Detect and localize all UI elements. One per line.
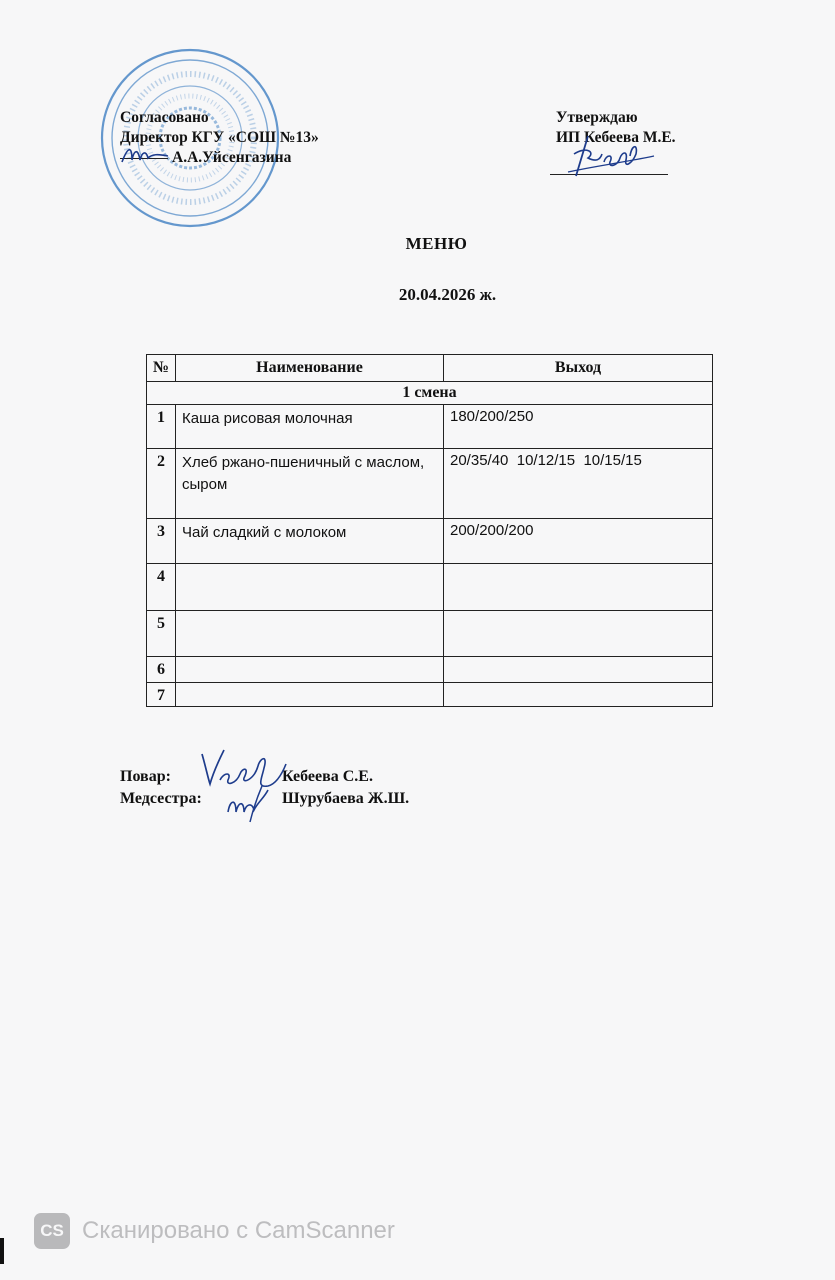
edge-mark <box>0 1238 4 1264</box>
camscanner-watermark <box>34 1213 395 1249</box>
dish-name <box>176 564 444 611</box>
dish-output: 20/35/40 10/12/15 10/15/15 <box>444 449 713 519</box>
table-row <box>147 449 713 519</box>
column-header-name: Наименование <box>176 355 444 382</box>
shift-row <box>147 382 713 405</box>
table-row <box>147 611 713 657</box>
dish-output: 180/200/250 <box>444 405 713 449</box>
row-number: 1 <box>147 405 176 449</box>
table-row <box>147 657 713 683</box>
entrepreneur-signature-icon <box>566 132 656 180</box>
dish-name: Каша рисовая молочная <box>176 405 444 449</box>
dish-name <box>176 611 444 657</box>
table-row <box>147 405 713 449</box>
watermark-text: Сканировано с CamScanner <box>82 1217 395 1244</box>
director-title: Директор КГУ «СОШ №13» <box>120 129 319 146</box>
dish-output <box>444 657 713 683</box>
dish-name <box>176 683 444 707</box>
menu-table <box>146 354 713 707</box>
director-name: А.А.Уйсенгазина <box>172 149 292 166</box>
shift-label: 1 смена <box>147 382 713 405</box>
approve-label: Утверждаю <box>556 109 638 126</box>
row-number: 4 <box>147 564 176 611</box>
table-header-row <box>147 355 713 382</box>
column-header-number: № <box>147 355 176 382</box>
dish-name <box>176 657 444 683</box>
director-signature-icon <box>118 140 178 170</box>
row-number: 6 <box>147 657 176 683</box>
row-number: 7 <box>147 683 176 707</box>
dish-output <box>444 611 713 657</box>
menu-date: 20.04.2026 ж. <box>398 285 497 304</box>
row-number: 5 <box>147 611 176 657</box>
dish-output <box>444 683 713 707</box>
camscanner-logo-icon: CS <box>34 1213 70 1249</box>
agreed-label: Согласовано <box>120 109 209 126</box>
dish-name: Хлеб ржано-пшеничный с маслом, сыром <box>176 449 444 519</box>
nurse-signature-icon <box>222 782 278 824</box>
page-title: МЕНЮ <box>405 234 468 253</box>
dish-name: Чай сладкий с молоком <box>176 519 444 564</box>
column-header-output: Выход <box>444 355 713 382</box>
dish-output: 200/200/200 <box>444 519 713 564</box>
row-number: 2 <box>147 449 176 519</box>
entrepreneur-name: ИП Кебеева М.Е. <box>556 129 676 146</box>
nurse-role: Медсестра: <box>120 790 202 807</box>
table-row <box>147 683 713 707</box>
table-row <box>147 564 713 611</box>
table-row <box>147 519 713 564</box>
nurse-name: Шурубаева Ж.Ш. <box>282 790 410 807</box>
cook-name: Кебеева С.Е. <box>282 768 373 785</box>
dish-output <box>444 564 713 611</box>
row-number: 3 <box>147 519 176 564</box>
cook-role: Повар: <box>120 768 171 785</box>
